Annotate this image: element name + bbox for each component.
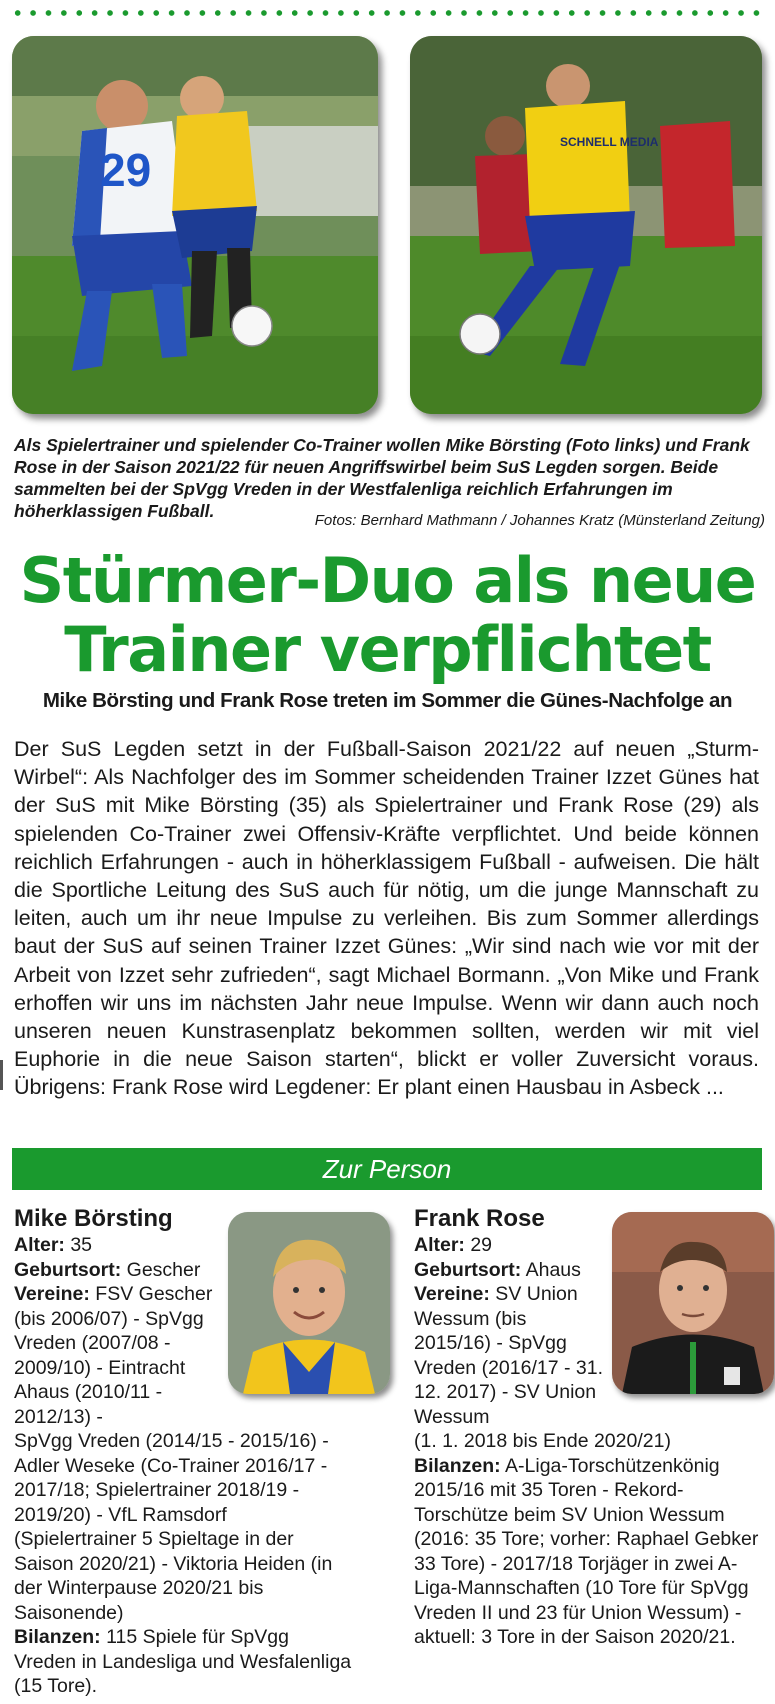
dotted-divider (10, 6, 765, 20)
person-birthplace: Geburtsort: Gescher (14, 1258, 201, 1281)
person-birthplace: Geburtsort: Ahaus (414, 1258, 581, 1281)
headline (0, 546, 775, 684)
person-record: Bilanzen: A-Liga-Torschützenkönig 2015/16 mit 35 Toren - Rekord-Torschütze beim SV Union Wessum (2016: 35 Tore; vorher: Raphael Gebker 33 Tore) - 2017/18 Torjäger in zwei A-Liga-Mannschaften (10 Tore für SpVgg Vreden II und 23 für Union Wessum) - aktuell: 3 Tore in der Saison 2020/21. (414, 1454, 759, 1648)
person-name: Mike Börsting (14, 1205, 173, 1232)
person-age: Alter: 35 (14, 1234, 93, 1256)
person-name: Frank Rose (414, 1205, 545, 1232)
person-record: Bilanzen: 115 Spiele für SpVgg Vreden in Landesliga und Wesfalenliga (15 Tore). (14, 1626, 352, 1697)
jersey-number: 29 (100, 144, 152, 196)
person-clubs-continued: SpVgg Vreden (2014/15 - 2015/16) - Adler Weseke (Co-Trainer 2016/17 - 2017/18; Spielertrainer 2018/19 - 2019/20) - VfL Ramsdorf (Spielertrainer 5 Spieltage in der Saison 2020/21) - Viktoria Heiden (in der Winterpause 2020/21 bis Saisonende) (14, 1430, 333, 1624)
photo-mike-boersting-match (12, 36, 378, 414)
photo-frank-rose-match (410, 36, 762, 414)
photo-caption (14, 434, 764, 522)
person-clubs: Vereine: FSV Gescher (bis 2006/07) - SpVgg Vreden (2007/08 - 2009/10) - Eintracht Ahaus (2010/11 - 2012/13) - (14, 1283, 213, 1428)
shirt-sponsor-text: SCHNELL MEDIA (560, 135, 659, 149)
headline-line-2: Trainer verpflichtet (64, 613, 711, 686)
article-body: Der SuS Legden setzt in der Fußball-Saison 2021/22 auf neuen „Sturm-Wirbel“: Als Nachfolger des im Sommer scheidenden Trainer Izzet Günes hat der SuS mit Mike Börsting (35) als Spielertrainer und Frank Rose (29) als spielenden Co-Trainer zwei Offensiv-Kräfte verpflichtet. Und beide können reichlich Erfahrungen - auch in höherklassigem Fußball - aufweisen. Die hält die Sportliche Leitung des SuS auch für nötig, um die junge Mannschaft zu leiten, auch um ihr neue Impulse zu verleihen. Bis zum Sommer allerdings baut der SuS auf seinen Trainer Izzet Günes: „Wir sind nach wie vor mit der Arbeit von Izzet sehr zufrieden“, sagt Michael Bormann. „Von Mike und Frank erhoffen wir uns im nächsten Jahr neue Impulse. Wenn wir dann auch noch unseren neuen Kunstrasenplatz bekommen sollten, werden wir mit viel Euphorie in die neue Saison starten“, blickt er voller Zuversicht voraus. Übrigens: Frank Rose wird Legdener: Er plant einen Hausbau in Asbeck ... (14, 737, 759, 1100)
photo-credit: Fotos: Bernhard Mathmann / Johannes Kratz (Münsterland Zeitung) (314, 512, 765, 529)
person-clubs: Vereine: SV Union Wessum (bis 2015/16) - SpVgg Vreden (2016/17 - 31. 12. 2017) - SV Union Wessum (414, 1283, 603, 1428)
portrait-mike-boersting (228, 1212, 390, 1394)
person-clubs-continued: (1. 1. 2018 bis Ende 2020/21) (414, 1430, 671, 1452)
margin-mark (0, 1060, 3, 1090)
headline-line-1: Stürmer-Duo als neue (19, 544, 756, 617)
person-age: Alter: 29 (414, 1234, 493, 1256)
zur-person-bar: Zur Person (12, 1148, 762, 1190)
subheadline: Mike Börsting und Frank Rose treten im Sommer die Günes-Nachfolge an (42, 689, 733, 712)
caption-text: Als Spielertrainer und spielender Co-Trainer wollen Mike Börsting (Foto links) und Frank Rose in der Saison 2021/22 für neuen Angriffswirbel beim SuS Legden sorgen. Beide sammelten bei der SpVgg Vreden in der Westfalenliga reichlich Erfahrungen im höherklassigen Fußball. (14, 435, 750, 521)
portrait-frank-rose (612, 1212, 774, 1394)
